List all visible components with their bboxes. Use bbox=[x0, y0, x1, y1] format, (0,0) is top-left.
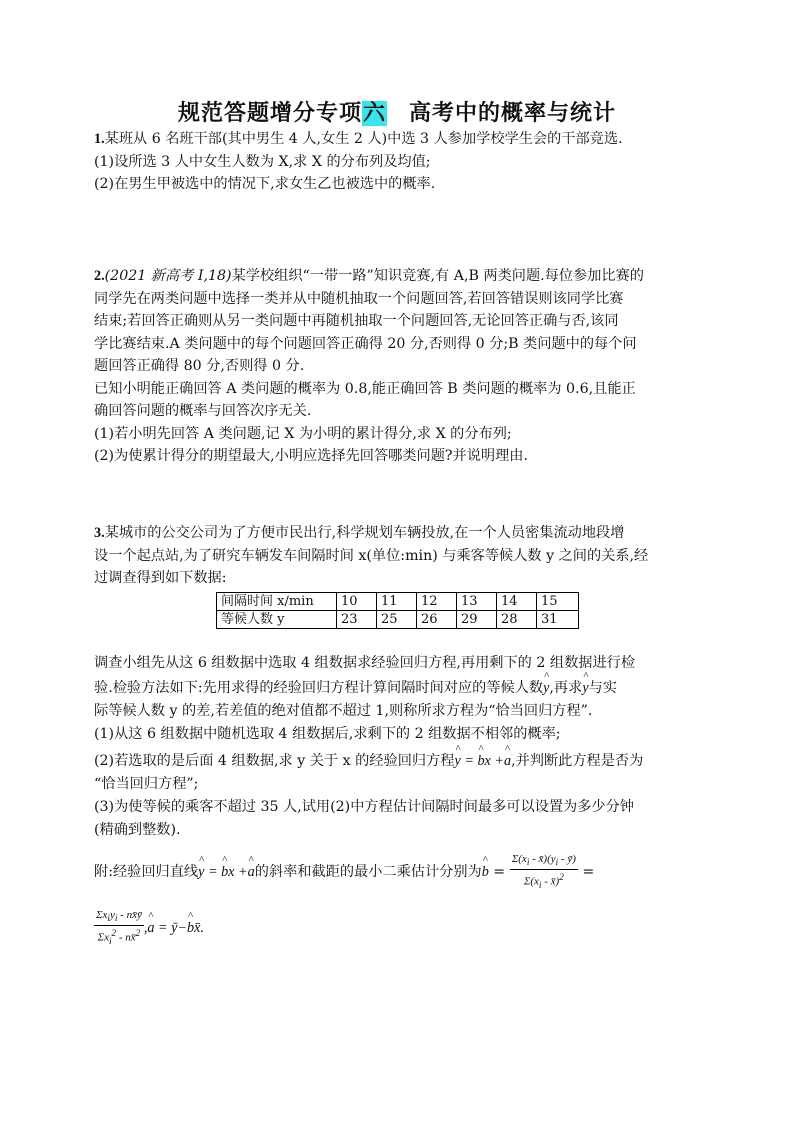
appendix-line: 的斜率和截距的最小二乘估计分别为 bbox=[254, 864, 482, 881]
question-2-line: 确回答问题的概率与回答次序无关. bbox=[94, 403, 312, 419]
question-2 bbox=[94, 265, 704, 468]
table-cell: 29 bbox=[457, 611, 497, 629]
table-cell: 25 bbox=[377, 611, 417, 629]
slope-formula-2: $\frac{\Sigma x_iy_i - nx̄ȳ}{\Sigma x_i^2 - nx̄^2}$ bbox=[96, 909, 142, 947]
regression-line-equation: ^ y = ^ bx +^ a bbox=[198, 864, 255, 880]
table-cell: 28 bbox=[497, 611, 537, 629]
question-3-line: 某城市的公交公司为了方便市民出行,科学规划车辆投放,在一个人员密集流动地段增 bbox=[104, 525, 625, 541]
table-cell: 11 bbox=[377, 593, 417, 611]
question-3-line: 调查小组先从这 6 组数据中选取 4 组数据求经验回归方程,再用剩下的 2 组数据进行检 bbox=[94, 655, 636, 671]
question-3-line: ,并判断此方程是否为 bbox=[511, 753, 644, 769]
question-3-part-3: (3)为使等候的乘客不超过 35 人,试用(2)中方程估计间隔时间最多可以设置为多少分钟 bbox=[94, 799, 634, 815]
data-table bbox=[216, 592, 579, 629]
title-highlight: 六 bbox=[362, 101, 386, 126]
question-3-line: 过调查得到如下数据: bbox=[94, 570, 227, 586]
title-part2: 高考中的概率与统计 bbox=[409, 101, 617, 126]
question-1-number: 1. bbox=[94, 131, 105, 147]
question-2-line: 结束;若回答正确则从另一类问题中再随机抽取一个问题回答,无论回答正确与否,该同 bbox=[94, 313, 619, 329]
table-cell: 31 bbox=[537, 611, 579, 629]
table-row bbox=[217, 593, 579, 611]
question-3-line: ,再求 bbox=[549, 680, 583, 696]
table-cell: 13 bbox=[457, 593, 497, 611]
table-row-label: 等候人数 y bbox=[217, 611, 337, 629]
y-hat-symbol: ^ y bbox=[543, 677, 549, 700]
question-2-source: (2021 新高考 Ⅰ,18) bbox=[104, 268, 232, 284]
question-2-line: 同学先在两类问题中选择一类并从中随机抽取一个问题回答,若回答错误则该同学比赛 bbox=[94, 290, 624, 307]
question-3-intro bbox=[94, 522, 704, 590]
equals-sign: = bbox=[582, 864, 595, 881]
table-cell: 14 bbox=[497, 593, 537, 611]
question-2-number: 2. bbox=[94, 268, 105, 284]
question-1 bbox=[94, 128, 704, 196]
question-3-part-2: (2)若选取的是后面 4 组数据,求 y 关于 x 的经验回归方程 bbox=[94, 753, 455, 769]
title-part1: 规范答题增分专项 bbox=[177, 101, 362, 126]
appendix-formula-2 bbox=[94, 908, 704, 948]
page-title bbox=[0, 96, 794, 127]
appendix-line: 附:经验回归直线 bbox=[94, 864, 199, 881]
y-hat-symbol: ^ y bbox=[582, 677, 588, 700]
question-3-line: (精确到整数). bbox=[94, 822, 181, 838]
question-2-part-1: (1)若小明先回答 A 类问题,记 X 为小明的累计得分,求 X 的分布列; bbox=[94, 425, 512, 442]
question-1-line: 某班从 6 名班干部(其中男生 4 人,女生 2 人)中选 3 人参加学校学生会的干部竞选. bbox=[104, 131, 623, 147]
question-3-line: “恰当回归方程”; bbox=[94, 776, 199, 792]
table-cell: 23 bbox=[337, 611, 377, 629]
question-3-line: 验.检验方法如下:先用求得的经验回归方程计算间隔时间对应的等候人数 bbox=[94, 680, 544, 696]
question-3-line: 设一个起点站,为了研究车辆发车间隔时间 x(单位:min) 与乘客等候人数 y 之间的关系,经 bbox=[94, 547, 649, 564]
table-cell: 26 bbox=[417, 611, 457, 629]
question-3-number: 3. bbox=[94, 525, 105, 541]
question-2-line: 学比赛结束.A 类问题中的每个问题回答正确得 20 分,否则得 0 分;B 类问题中的每个问 bbox=[94, 335, 637, 352]
table-row-label: 间隔时间 x/min bbox=[217, 593, 337, 611]
table-cell: 10 bbox=[337, 593, 377, 611]
question-2-part-2: (2)为使累计得分的期望最大,小明应选择先回答哪类问题?并说明理由. bbox=[94, 448, 528, 464]
question-3-line: 与实 bbox=[588, 680, 618, 696]
table-cell: 15 bbox=[537, 593, 579, 611]
question-3-part-1: (1)从这 6 组数据中随机选取 4 组数据后,求剩下的 2 组数据不相邻的概率; bbox=[94, 726, 561, 742]
appendix-formula: 附:经验回归直线^ y = ^ bx +^ a的斜率和截距的最小二乘估计分别为^ b = $\frac{\Sigma(x_i - x̄)(y_i - ȳ)}{\Sigma(x_i - x̄)^2}$ = bbox=[94, 852, 704, 892]
table-cell: 12 bbox=[417, 593, 457, 611]
question-1-part-2: (2)在男生甲被选中的情况下,求女生乙也被选中的概率. bbox=[94, 176, 436, 192]
slope-formula-1: $\frac{\Sigma(x_i - x̄)(y_i - ȳ)}{\Sigma(x_i - x̄)^2}$ bbox=[511, 853, 576, 891]
question-2-line: 某学校组织“一带一路”知识竞赛,有 A,B 两类问题.每位参加比赛的 bbox=[231, 268, 644, 284]
intercept-formula: ,^ a = ȳ−^ bx̄. bbox=[144, 920, 204, 936]
table-row bbox=[217, 611, 579, 629]
regression-equation: ^ y = ^ bx +^ a bbox=[454, 753, 511, 769]
question-3-line: 际等候人数 y 的差,若差值的绝对值都不超过 1,则称所求方程为“恰当回归方程”. bbox=[94, 703, 593, 719]
question-2-line: 已知小明能正确回答 A 类问题的概率为 0.8,能正确回答 B 类问题的概率为 0.6,且能正 bbox=[94, 380, 636, 397]
question-1-part-1: (1)设所选 3 人中女生人数为 X,求 X 的分布列及均值; bbox=[94, 153, 431, 170]
b-hat-symbol: ^ b bbox=[482, 861, 489, 883]
question-2-line: 题回答正确得 80 分,否则得 0 分. bbox=[94, 358, 305, 374]
question-3-body bbox=[94, 652, 704, 842]
